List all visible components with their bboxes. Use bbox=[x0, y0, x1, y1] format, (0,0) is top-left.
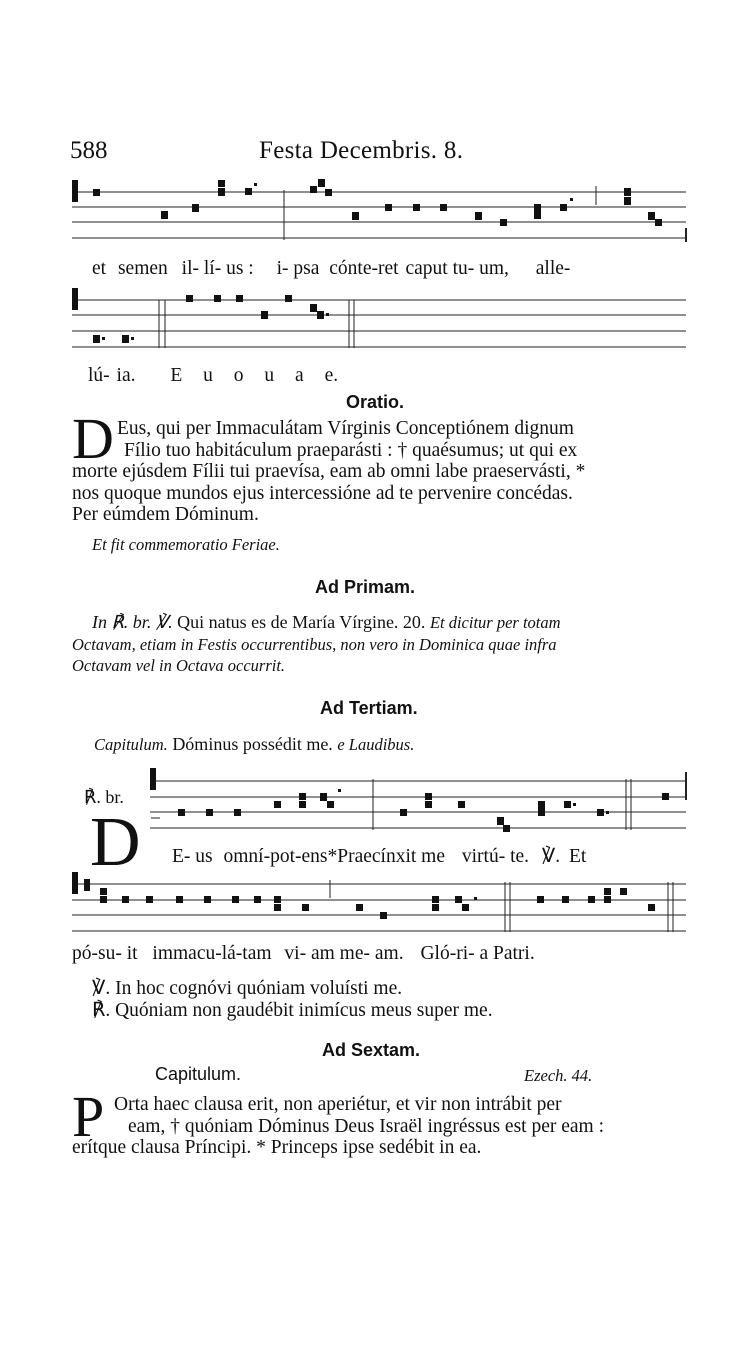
scripture-reference: Ezech. 44. bbox=[524, 1066, 593, 1085]
syllable: am. bbox=[374, 943, 404, 964]
syllable: E- bbox=[172, 846, 191, 867]
syllable: us bbox=[195, 846, 213, 867]
response: ℟. Quóniam non gaudébit inimícus meus super me. bbox=[92, 1000, 493, 1021]
text-line: nos quoque mundos ejus intercessióne ad te pervenire concédas. bbox=[72, 482, 573, 504]
syllable: caput bbox=[405, 258, 448, 279]
syllable: Gló-ri- bbox=[420, 943, 475, 964]
sextam-capitulum-label: Capitulum. bbox=[155, 1064, 242, 1084]
syllable: am bbox=[310, 943, 335, 964]
sextam-initial: P bbox=[72, 1084, 105, 1149]
rubric-text: Qui natus es de María Vírgine. 20. bbox=[177, 612, 426, 632]
syllable: vi- bbox=[284, 943, 307, 964]
clef-mark bbox=[72, 872, 78, 894]
syllable: * bbox=[327, 846, 338, 867]
neume bbox=[176, 896, 183, 903]
text-line: morte ejúsdem Fílii tui praevísa, eam ab omni labe praeservásti, * bbox=[72, 461, 586, 482]
text-line: Per eúmdem Dóminum. bbox=[72, 504, 259, 525]
syllable: Patri. bbox=[493, 943, 535, 964]
syllable: et bbox=[92, 258, 107, 279]
syllable: Et bbox=[569, 846, 587, 867]
syllable: lí- bbox=[203, 258, 222, 279]
primam-rubric-line-3: Octavam vel in Octava occurrit. bbox=[72, 656, 286, 675]
text-line: Eus, qui per Immaculátam Vírginis Conceptiónem dignum bbox=[117, 418, 574, 439]
syllable: Praecínxit bbox=[337, 846, 417, 867]
syllable: a bbox=[479, 943, 489, 964]
neume bbox=[122, 896, 129, 903]
flat-sign bbox=[84, 879, 90, 891]
syllable: ℣. bbox=[541, 846, 561, 867]
neume bbox=[562, 896, 569, 903]
syllable: il- bbox=[181, 258, 199, 279]
responsory-label: ℟. br. bbox=[84, 787, 124, 807]
page-number: 588 bbox=[70, 137, 108, 164]
neume bbox=[462, 904, 469, 911]
syllable: a bbox=[295, 365, 304, 386]
syllable: omní-pot-ens bbox=[223, 846, 328, 867]
capitulum-label: Capitulum. bbox=[94, 735, 168, 754]
ad-sextam-heading: Ad Sextam. bbox=[322, 1040, 421, 1060]
capitulum-source: e Laudibus. bbox=[337, 735, 415, 754]
primam-rubric-line-2: Octavam, etiam in Festis occurrentibus, non vero in Dominica quae infra bbox=[72, 635, 557, 654]
syllable: immacu-lá-tam bbox=[152, 943, 272, 964]
syllable: lú- bbox=[88, 365, 110, 386]
responsory-initial: D bbox=[90, 804, 141, 881]
neume bbox=[537, 896, 544, 903]
neume bbox=[274, 896, 281, 903]
neume bbox=[254, 896, 261, 903]
neume bbox=[204, 896, 211, 903]
neume bbox=[455, 896, 462, 903]
ad-primam-heading: Ad Primam. bbox=[315, 577, 416, 597]
syllable: virtú- bbox=[461, 846, 506, 867]
neume bbox=[100, 896, 107, 903]
syllable: tu- bbox=[452, 258, 475, 279]
neume bbox=[274, 904, 281, 911]
ad-tertiam-heading: Ad Tertiam. bbox=[320, 698, 418, 718]
syllable: pó-su- bbox=[72, 943, 122, 964]
syllable: um, bbox=[479, 258, 509, 279]
syllable: u bbox=[203, 365, 213, 386]
capitulum-text: Dóminus possédit me. bbox=[172, 734, 333, 754]
syllable: it bbox=[126, 943, 138, 964]
neume bbox=[604, 888, 611, 895]
neume bbox=[100, 888, 107, 895]
syllable: me bbox=[421, 846, 445, 867]
neume bbox=[588, 896, 595, 903]
running-title: Festa Decembris. 8. bbox=[259, 137, 464, 164]
neume bbox=[432, 904, 439, 911]
neume bbox=[146, 896, 153, 903]
text-line: erítque clausa Príncipi. * Princeps ipse sedébit in ea. bbox=[72, 1137, 482, 1158]
lyric-line-4 bbox=[72, 943, 535, 965]
syllable: E bbox=[170, 365, 183, 386]
syllable: u bbox=[264, 365, 275, 386]
neume bbox=[620, 888, 627, 895]
text-line: eam, † quóniam Dóminus Deus Israël ingréssus est per eam : bbox=[128, 1115, 605, 1137]
syllable: i- bbox=[276, 258, 289, 279]
syllable: me- bbox=[339, 943, 370, 964]
neume bbox=[380, 912, 387, 919]
oratio-initial: D bbox=[72, 406, 114, 471]
sextam-text bbox=[72, 1094, 688, 1159]
syllable: semen bbox=[117, 258, 168, 279]
rubric-text: Et dicitur per totam bbox=[429, 613, 561, 632]
text-line: Fílio tuo habitáculum praeparásti : † quaésumus; ut qui ex bbox=[124, 439, 578, 461]
neume bbox=[302, 904, 309, 911]
neume bbox=[604, 896, 611, 903]
text-line: Orta haec clausa erit, non aperiétur, et vir non intrábit per bbox=[114, 1094, 562, 1115]
syllable: cónte-ret bbox=[329, 258, 399, 279]
neume-dot bbox=[474, 897, 477, 900]
syllable: te. bbox=[510, 846, 530, 867]
versicle: ℣. In hoc cognóvi quóniam voluísti me. bbox=[92, 978, 403, 999]
syllable: e. bbox=[324, 365, 339, 386]
syllable: alle- bbox=[535, 258, 571, 279]
oratio-heading: Oratio. bbox=[346, 392, 405, 412]
syllable: us : bbox=[226, 258, 254, 279]
syllable: psa bbox=[293, 258, 320, 279]
syllable: ia. bbox=[116, 365, 136, 386]
rubric-text: In ℟. br. ℣. bbox=[92, 612, 173, 632]
neume bbox=[232, 896, 239, 903]
neume bbox=[356, 904, 363, 911]
neume bbox=[432, 896, 439, 903]
neume bbox=[648, 904, 655, 911]
syllable: o bbox=[233, 365, 244, 386]
commemoration-rubric: Et fit commemoratio Feriae. bbox=[92, 535, 280, 554]
